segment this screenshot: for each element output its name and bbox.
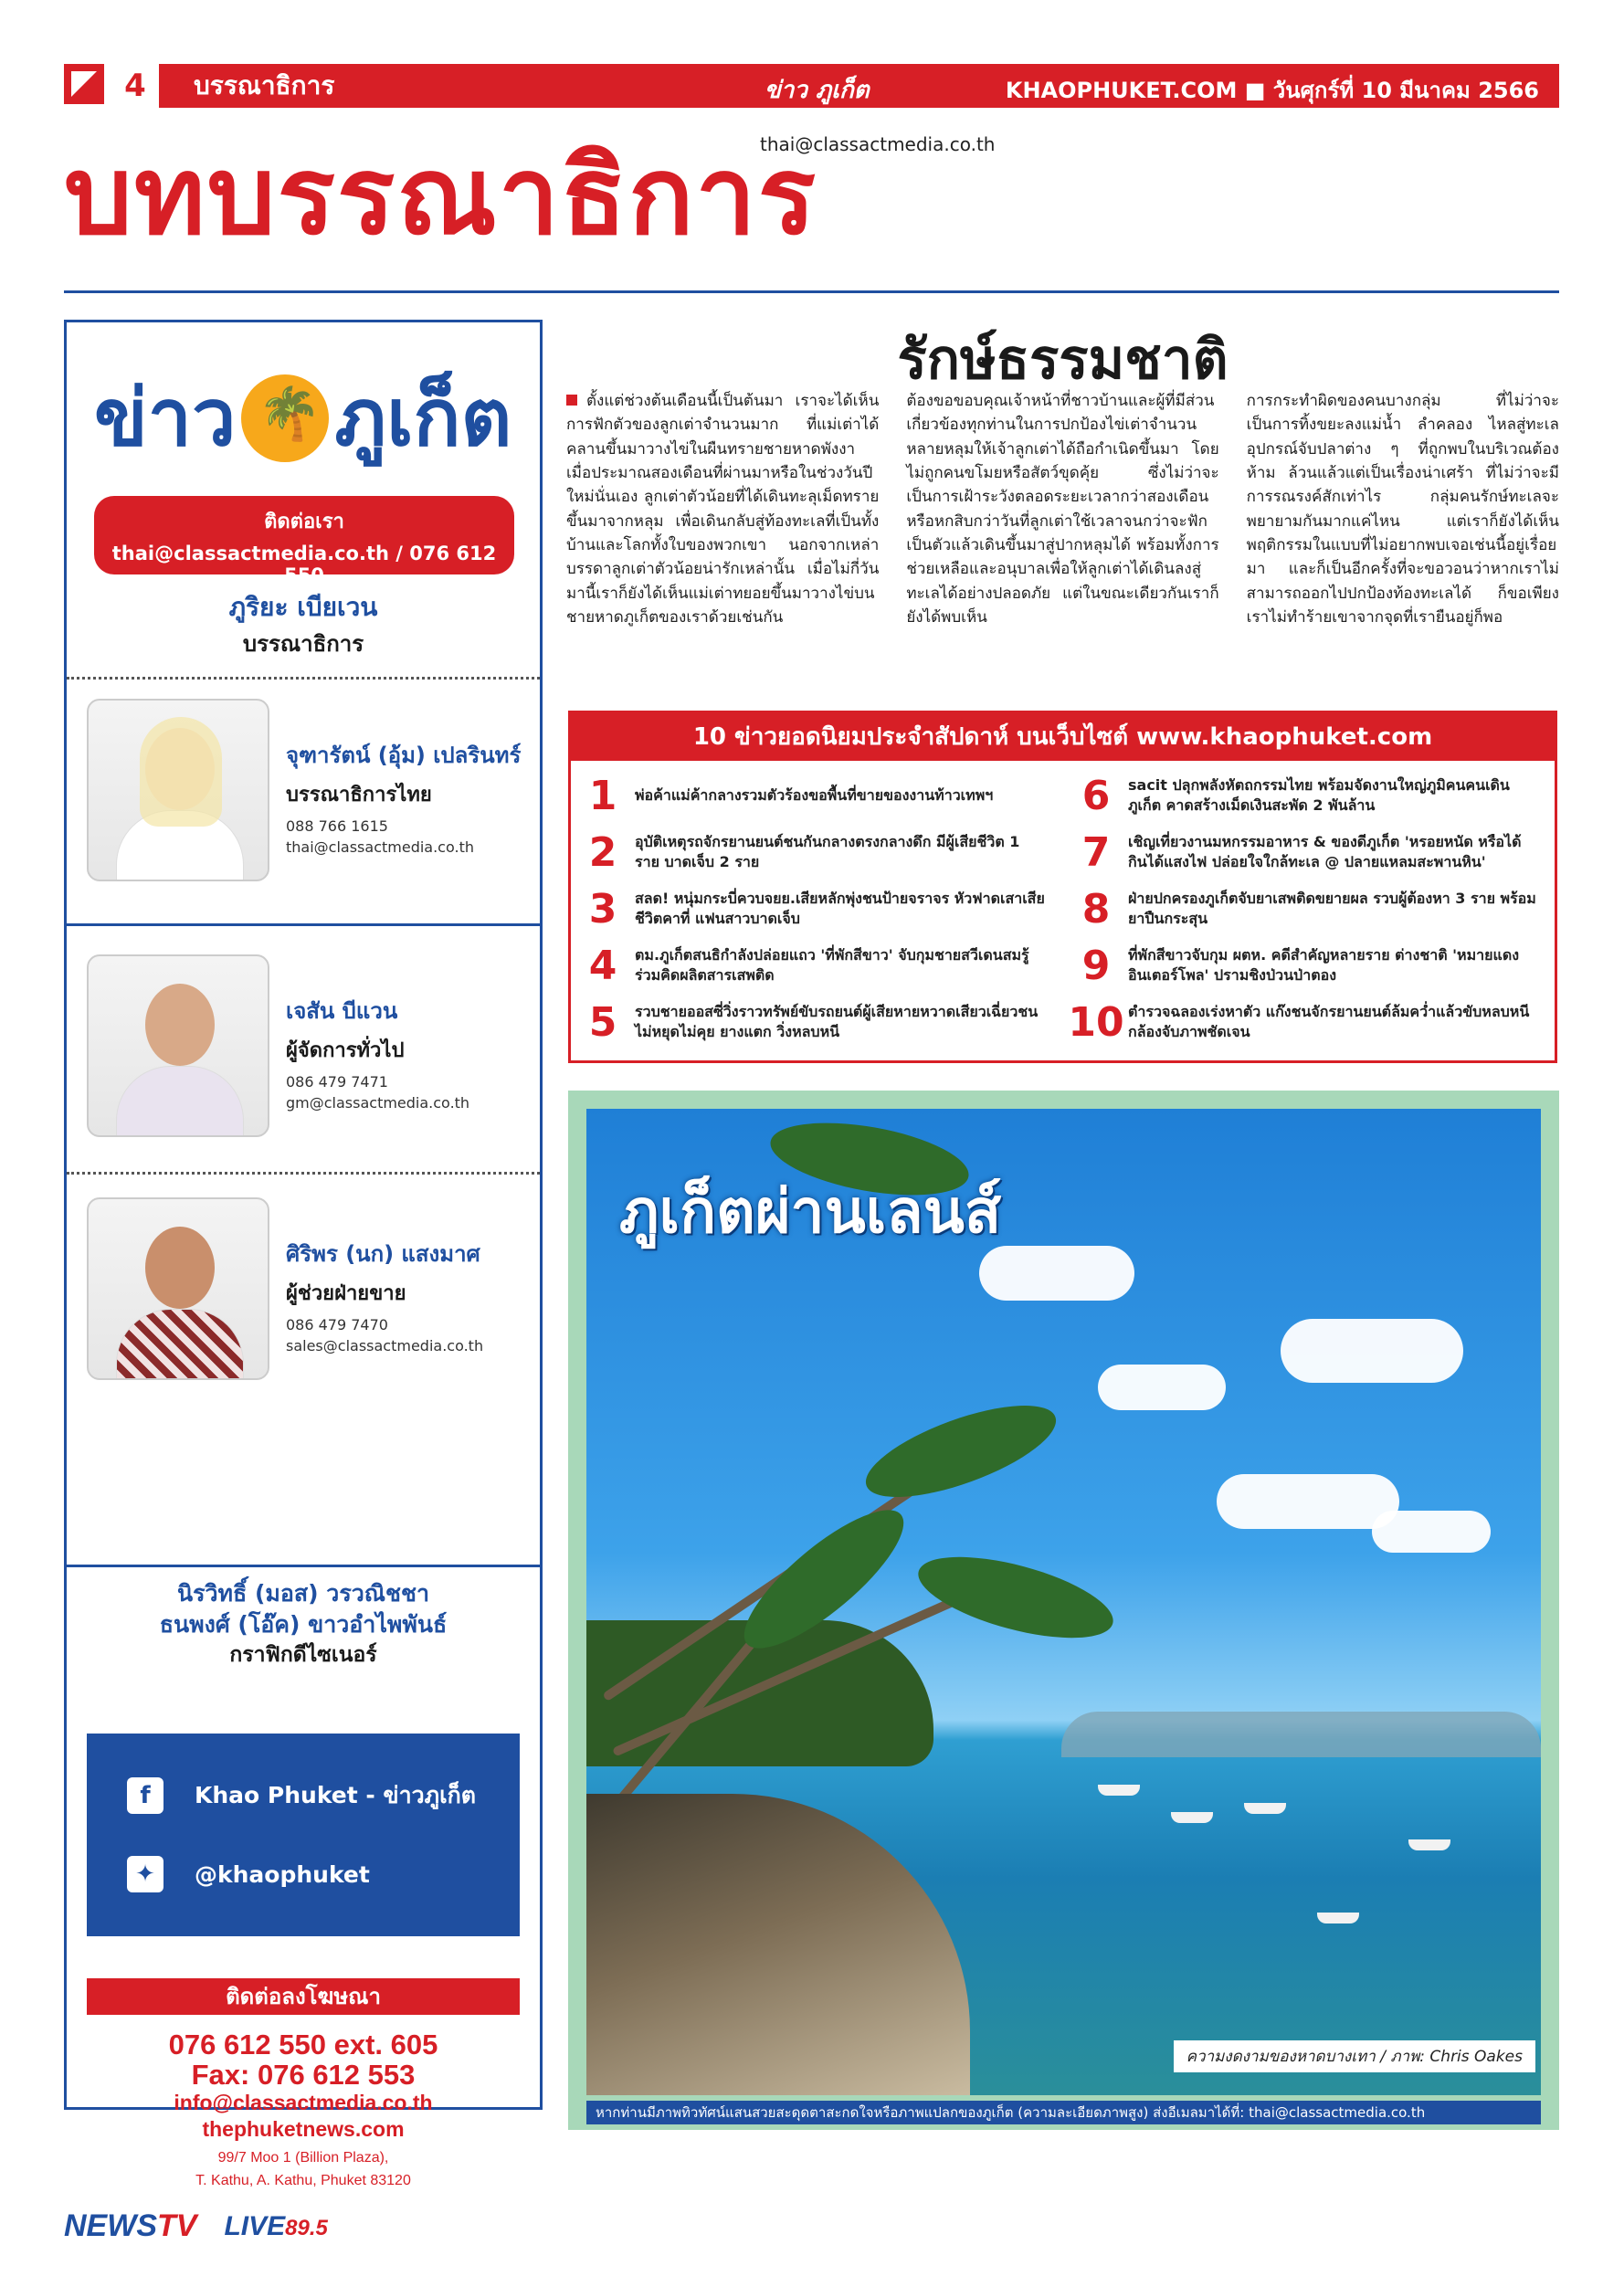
- editor-name: ภูริยะ เบียเวน: [228, 592, 378, 622]
- article-column: การกระทำผิดของคนบางกลุ่ม ที่ไม่ว่าจะเป็นการทิ้งขยะลงแม่น้ำ ลำคลอง ไหลสู่ทะเล อุปกรณ์จับปลาต่าง ๆ ที่ถูกพบในบริเวณต้องห้าม ล้วนแล้วแต่เป็นเรื่องน่าเศร้า ที่ไม่ว่าจะมีการรณรงค์สักเท่าไร กลุ่มคนรักษ์ทะเลจะพยายามกันมากแค่ไหน แต่เราก็ยังได้เห็นพฤติกรรมในแบบที่ไม่อยากพบเจอเช่นนี้อยู่เรื่อยมา และก็เป็นอีกครั้งที่จะขอวอนว่าหากเราไม่สามารถออกไปปกป้องท้องทะเลได้ ก็ขอเพียงเราไม่ทำร้ายเขาจากจุดที่เรายืนอยู่ก็พอ: [1246, 392, 1559, 627]
- palm-frond: [911, 1541, 1122, 1655]
- photo-caption: ความงดงามของหาดบางเทา / ภาพ: Chris Oakes: [1174, 2040, 1535, 2072]
- rank-number: 9: [1081, 942, 1111, 989]
- logo-text: LIVE: [224, 2210, 286, 2241]
- palm-sun-icon: [241, 374, 329, 462]
- staff-phone[interactable]: 086 479 7470: [286, 1316, 388, 1333]
- divider: [67, 1172, 540, 1175]
- twitter-label: @khaophuket: [195, 1860, 370, 1888]
- logo-text: NEWS: [64, 2208, 157, 2243]
- brand-logo: [94, 368, 514, 469]
- top10-item[interactable]: [1064, 825, 1539, 880]
- rank-number: 5: [588, 998, 617, 1046]
- photo-submission-note: หากท่านมีภาพทิวทัศน์แสนสวยสะดุดตาสะกดใจหรือภาพแปลกของภูเก็ต (ความละเอียดภาพสูง) ส่งอีเมลมาได้ที่: thai@classactmedia.co.th: [586, 2101, 1541, 2124]
- staff-name: จุฑารัตน์ (อุ้ม) เปลรินทร์: [286, 743, 522, 768]
- brand-left: ข่าว: [94, 373, 237, 464]
- top10-item[interactable]: [1064, 938, 1539, 993]
- ad-contact-header: ติดต่อลงโฆษณา: [87, 1978, 520, 2015]
- staff-card: [67, 954, 540, 1146]
- top10-item[interactable]: [1064, 881, 1539, 936]
- staff-email[interactable]: thai@classactmedia.co.th: [286, 838, 474, 856]
- contact-value[interactable]: thai@classactmedia.co.th / 076 612 550: [111, 543, 497, 586]
- editor-role: บรรณาธิการ: [242, 631, 364, 657]
- staff-phone[interactable]: 086 479 7471: [286, 1073, 388, 1091]
- contact-label: ติดต่อเรา: [264, 511, 344, 533]
- boat: [1171, 1812, 1213, 1823]
- rank-number: 7: [1081, 828, 1111, 876]
- palm-frond: [856, 1386, 1067, 1515]
- boat: [1098, 1785, 1140, 1796]
- headline: เชิญเที่ยวงานมหกรรมอาหาร & ของดีภูเก็ต 'หรอยหนัด หรือได้ กินได้แสงไฟ ปล่อยใจใกล้ทะเล @ ปลายแหลมสะพานหิน': [1128, 833, 1522, 870]
- footer-logos: [64, 2208, 328, 2244]
- contact-box: [94, 496, 514, 586]
- facebook-icon: f: [127, 1777, 163, 1814]
- rank-number: 3: [588, 885, 617, 933]
- article-column: [566, 389, 879, 690]
- staff-info: [286, 737, 521, 856]
- cloud: [1098, 1365, 1226, 1410]
- facebook-link[interactable]: [127, 1777, 476, 1814]
- boat: [1408, 1839, 1450, 1850]
- beach-photo: [586, 1109, 1541, 2095]
- rank-number: 8: [1081, 885, 1111, 933]
- headline: ตม.ภูเก็ตสนธิกำลังปล่อยแถว 'ที่พักสีขาว' จับกุมชายสวีเดนสมรู้ร่วมคิดผลิตสารเสพติด: [635, 946, 1029, 984]
- article-text: ตั้งแต่ช่วงต้นเดือนนี้เป็นต้นมา เราจะได้เห็นการฟักตัวของลูกเต่าจำนวนมาก ที่แม่เต่าได้คลานขึ้นมาวางไข่ในผืนทรายชายหาดพังงาเมื่อประมาณสองเดือนที่ผ่านมาหรือในช่วงวันปีใหม่นั่นเอง ลูกเต่าตัวน้อยที่ได้เดินทะลุเม็ดทรายขึ้นมาจากหลุม เพื่อเดินกลับสู่ท้องทะเลที่เป็นทั้งบ้านและโลกทั้งใบของพวกเขา นอกจากเหล่าบรรดาลูกเต่าตัวน้อยน่ารักเหล่านั้น เมื่อไม่กี่วันมานี้เราก็ยังได้เห็นแม่เต่าทยอยขึ้นมาวางไข่บนชายหาดภูเก็ตของเราด้วยเช่นกัน: [566, 392, 880, 627]
- rank-number: 1: [588, 772, 617, 819]
- photo-feature: [568, 1091, 1559, 2130]
- ad-email[interactable]: info@classactmedia.co.th: [174, 2091, 433, 2115]
- top10-header: 10 ข่าวยอดนิยมประจำสัปดาห์ บนเว็บไซต์ www.khaophuket.com: [571, 713, 1555, 761]
- staff-name: ศิริพร (นก) แสงมาศ: [286, 1241, 480, 1267]
- headline: ที่พักสีขาวจับกุม ผตห. คดีสำคัญหลายราย ต่างชาติ 'หมายแดง อินเตอร์โพล' ปรามชิงป่วนป่าตอง: [1128, 946, 1520, 984]
- rocky-shore: [586, 1794, 970, 2095]
- ad-address-line: 99/7 Moo 1 (Billion Plaza),: [217, 2149, 389, 2166]
- designers-block: [67, 1578, 540, 1670]
- staff-info: [286, 993, 469, 1112]
- article-body: [566, 389, 1559, 690]
- top10-item[interactable]: [571, 995, 1046, 1049]
- top10-item[interactable]: [571, 938, 1046, 993]
- cloud: [1372, 1511, 1491, 1553]
- top10-item[interactable]: [571, 825, 1046, 880]
- article-column: ต้องขอขอบคุณเจ้าหน้าที่ชาวบ้านและผู้ที่มีส่วนเกี่ยวข้องทุกท่านในการปกป้องไข่เต่าจำนวนหลายหลุมให้เจ้าลูกเต่าได้ถือกำเนิดขึ้นมา โดยไม่ถูกคนขโมยหรือสัตว์ขุดคุ้ย ซึ่งไม่ว่าจะเป็นการเฝ้าระวังตลอดระยะเวลากว่าสองเดือนหรือหกสิบกว่าวันที่ลูกเต่าใช้เวลาจนกว่าจะฟักเป็นตัวแล้วเดินขึ้นมาสู่ปากหลุมได้ พร้อมทั้งการช่วยเหลือและอนุบาลเพื่อให้ลูกเต่าได้เดินลงสู่ทะเลได้อย่างปลอดภัย แต่ในขณะเดียวกันเราก็ยังได้พบเห็น: [906, 392, 1219, 627]
- top10-item[interactable]: [1064, 768, 1539, 823]
- staff-role: ผู้ช่วยฝ่ายขาย: [286, 1282, 406, 1305]
- date-line: KHAOPHUKET.COM ■ วันศุกร์ที่ 10 มีนาคม 2566: [1005, 78, 1539, 103]
- divider: [67, 677, 540, 680]
- boat: [1317, 1913, 1359, 1923]
- page-title: บทบรรณาธิการ: [64, 132, 818, 258]
- designer-name: นิรวิทธิ์ (มอส) วรวณิชชา: [177, 1580, 429, 1607]
- staff-photo: [87, 1197, 269, 1380]
- logo-text: TV: [157, 2208, 197, 2243]
- headline: พ่อค้าแม่ค้ากลางรวมตัวร้องขอพื้นที่ขายของงานท้าวเทพฯ: [635, 786, 994, 805]
- staff-card: [67, 1241, 540, 1517]
- headline: ตำรวจฉลองเร่งหาตัว แก๊งชนจักรยานยนต์ล้มคว่ำแล้วขับหลบหนี กล้องจับภาพชัดเจน: [1128, 1003, 1530, 1040]
- staff-email[interactable]: sales@classactmedia.co.th: [286, 1337, 484, 1354]
- top10-item[interactable]: [571, 768, 1046, 823]
- staff-photo: [87, 699, 269, 881]
- ad-address-line: T. Kathu, A. Kathu, Phuket 83120: [195, 2173, 411, 2189]
- logo-text: 89.5: [285, 2215, 328, 2240]
- mini-logo: ข่าว ภูเก็ต: [765, 77, 870, 104]
- headline: อุบัติเหตุรถจักรยานยนต์ชนกันกลางตรงกลางดึก มีผู้เสียชีวิต 1 ราย บาดเจ็บ 2 ราย: [635, 833, 1020, 870]
- staff-role: บรรณาธิการไทย: [286, 784, 432, 806]
- social-box: [87, 1734, 520, 1936]
- page-number: 4: [111, 64, 159, 108]
- ad-site[interactable]: thephuketnews.com: [202, 2116, 405, 2141]
- ad-contact-block: [67, 2030, 540, 2193]
- rank-number: 10: [1068, 998, 1124, 1046]
- masthead-email[interactable]: thai@classactmedia.co.th: [760, 133, 996, 155]
- designers-role: กราฟิกดีไซเนอร์: [229, 1642, 377, 1667]
- staff-phone[interactable]: 088 766 1615: [286, 817, 388, 835]
- twitter-link[interactable]: [127, 1856, 370, 1892]
- top10-box: [568, 711, 1557, 1063]
- top-bar: [111, 64, 1559, 108]
- newstv-logo: [64, 2208, 196, 2244]
- feature-title: ภูเก็ตผ่านเลนส์: [619, 1176, 1002, 1247]
- staff-email[interactable]: gm@classactmedia.co.th: [286, 1094, 470, 1112]
- divider: [67, 923, 540, 926]
- staff-photo: [87, 954, 269, 1137]
- headline: ฝ่ายปกครองภูเก็ตจับยาเสพติดขยายผล รวบผู้ต้องหา 3 ราย พร้อมยาปืนกระสุน: [1128, 890, 1536, 927]
- cloud: [979, 1246, 1134, 1301]
- staff-name: เจสัน บีแวน: [286, 998, 398, 1024]
- designer-name: ธนพงศ์ (โอ๊ค) ขาวอำไพพันธ์: [159, 1610, 448, 1638]
- headline: สลด! หนุ่มกระบี่ควบจยย.เสียหลักพุ่งชนป้ายจราจร หัวฟาดเสาเสียชีวิตคาที่ แฟนสาวบาดเจ็บ: [635, 890, 1045, 927]
- facebook-label: Khao Phuket - ข่าวภูเก็ต: [195, 1782, 477, 1808]
- live-radio-logo: [224, 2211, 327, 2242]
- top10-item[interactable]: [571, 881, 1046, 936]
- section-name: บรรณาธิการ: [194, 70, 335, 100]
- corner-mark: [64, 64, 104, 104]
- distant-island: [1061, 1712, 1541, 1757]
- ad-phone[interactable]: 076 612 550 ext. 605: [168, 2029, 438, 2060]
- cloud: [1281, 1319, 1463, 1383]
- headline: รวบชายออสซี่วิ่งราวทรัพย์ขับรถยนต์ผู้เสียหายหวาดเสียวเฉี่ยวชนไม่หยุดไม่คุย ยางแตก วิ่งหลบหนี: [635, 1003, 1039, 1040]
- top10-item[interactable]: [1064, 995, 1539, 1049]
- twitter-icon: ✦: [127, 1856, 163, 1892]
- ad-fax: Fax: 076 612 553: [191, 2058, 416, 2091]
- divider: [67, 1565, 540, 1567]
- title-rule: [64, 290, 1559, 293]
- boat: [1244, 1803, 1286, 1814]
- staff-panel: [64, 320, 543, 2189]
- staff-info: [286, 1236, 483, 1354]
- rank-number: 2: [588, 828, 617, 876]
- cloud: [1217, 1474, 1399, 1529]
- rank-number: 4: [588, 942, 617, 989]
- staff-role: ผู้จัดการทั่วไป: [286, 1039, 405, 1062]
- rank-number: 6: [1081, 772, 1111, 819]
- staff-card: [67, 699, 540, 891]
- brand-right: ภูเก็ต: [334, 373, 512, 464]
- headline: sacit ปลุกพลังหัตถกรรมไทย พร้อมจัดงานใหญ่ภูมิคนคนเดินภูเก็ต คาดสร้างเม็ดเงินสะพัด 2 พันล้าน: [1128, 776, 1510, 814]
- article-title: รักษ์ธรรมชาติ: [897, 328, 1229, 392]
- bullet-icon: [566, 395, 577, 406]
